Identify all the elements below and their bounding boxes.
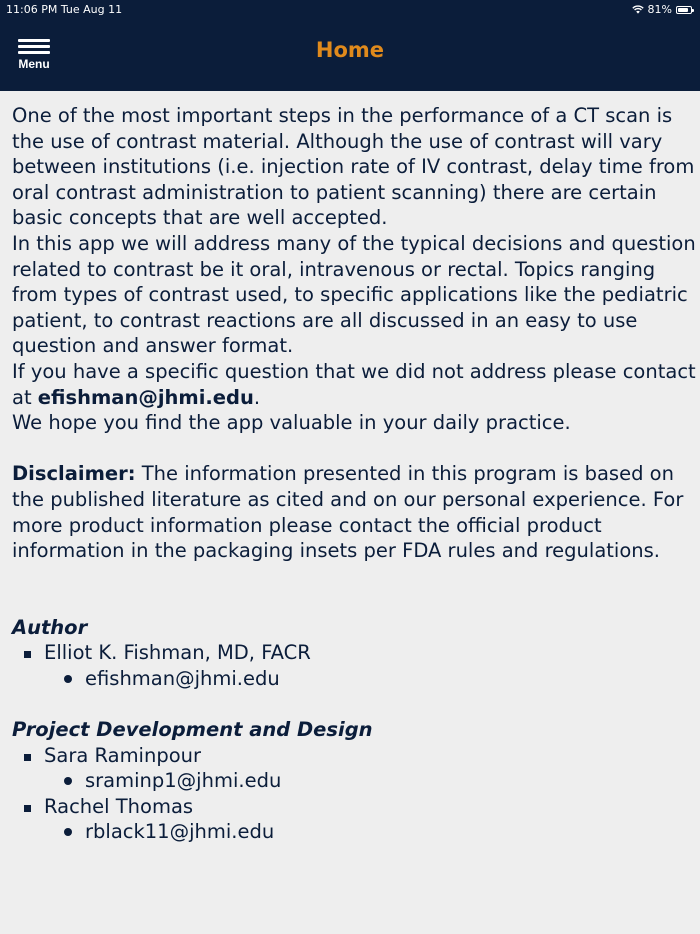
team-member-item [12,794,696,845]
team-member-email-item [44,819,696,845]
team-member-item [12,743,696,794]
team-member-email-item [44,768,696,794]
page-title: Home [315,38,385,62]
intro-paragraph-3 [12,359,696,410]
disclaimer-text: The information presented in this program is based on the published literature as cited and on our personal experience. For more product information please contact the official product information in the packaging insets per FDA rules and regulations. [12,462,684,563]
status-bar [0,0,700,20]
team-member-email[interactable]: rblack11@jhmi.edu [85,820,275,844]
battery-level [678,8,688,12]
contact-email-link[interactable]: efishman@jhmi.edu [37,385,254,409]
menu-label: Menu [18,57,50,71]
project-team-list [12,743,696,845]
battery-percent: 81% [647,3,672,16]
disc-bullet-icon [64,777,72,785]
contact-suffix: . [253,385,261,409]
disc-bullet-icon [64,828,72,836]
wifi-icon [632,5,644,14]
navigation-bar [0,0,700,91]
team-member-contact-list [44,768,696,794]
author-contact-list [44,666,696,692]
battery-icon [676,6,692,14]
author-list [12,640,696,691]
contact-text: If you have a specific question that we did not address please contact at [12,359,696,409]
team-member-email[interactable]: sraminp1@jhmi.edu [85,769,282,793]
square-bullet-icon [24,805,31,812]
author-name: Elliot K. Fishman, MD, FACR [44,641,311,665]
status-time: 11:06 PM Tue Aug 11 [6,3,123,16]
square-bullet-icon [24,754,31,761]
intro-paragraph-4: We hope you find the app valuable in your daily practice. [12,411,571,435]
disclaimer [12,461,696,563]
intro-paragraph-2: In this app we will address many of the typical decisions and question related to contrast be it oral, intravenous or rectal. Topics ranging from types of contrast used, to specific applications like the pediatric patient, to contrast reactions are all discussed in an easy to use question and answer format. [12,231,696,358]
author-item [12,640,696,691]
square-bullet-icon [24,651,31,658]
home-content [12,103,696,845]
intro-paragraph-1: One of the most important steps in the performance of a CT scan is the use of contrast material. Although the use of contrast will vary between institutions (i.e. injection rate of IV contrast, delay time from oral contrast administration to patient scanning) there are certain basic concepts that are well accepted. [12,104,695,230]
project-heading: Project Development and Design [12,718,373,742]
team-member-contact-list [44,819,696,845]
disclaimer-label: Disclaimer: [12,462,136,486]
author-email[interactable]: efishman@jhmi.edu [85,666,280,690]
author-email-item [44,666,696,692]
team-member-name: Sara Raminpour [44,743,202,767]
author-heading: Author [12,615,88,639]
team-member-name: Rachel Thomas [44,794,194,818]
disc-bullet-icon [64,675,72,683]
status-indicators [632,3,692,16]
